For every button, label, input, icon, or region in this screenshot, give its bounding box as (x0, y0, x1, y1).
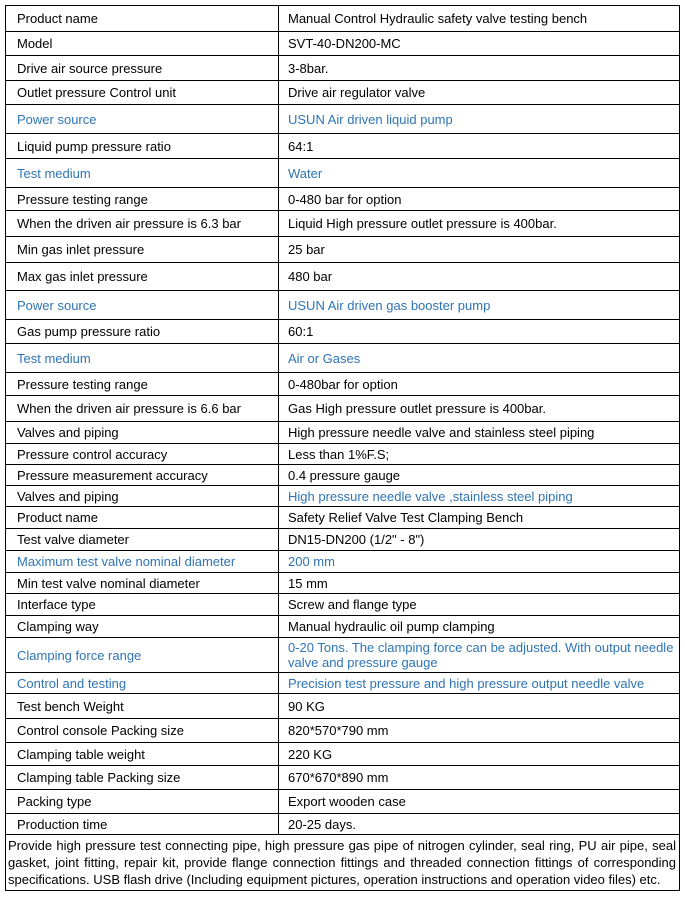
spec-label: Liquid pump pressure ratio (6, 134, 279, 158)
spec-label: Product name (6, 507, 279, 528)
spec-value: High pressure needle valve and stainless steel piping (288, 425, 595, 440)
spec-row (5, 372, 680, 395)
spec-label: Product name (6, 6, 279, 31)
spec-label: Control console Packing size (6, 719, 279, 742)
spec-label: Control and testing (6, 673, 279, 693)
spec-row (5, 343, 680, 372)
spec-label: Production time (6, 814, 279, 834)
spec-label: Interface type (6, 594, 279, 615)
spec-value: 670*670*890 mm (288, 770, 389, 785)
spec-value: DN15-DN200 (1/2" - 8") (288, 532, 425, 547)
spec-value: Precision test pressure and high pressure output needle valve (288, 675, 645, 691)
spec-value: Screw and flange type (288, 597, 417, 612)
spec-row (5, 593, 680, 615)
spec-label: Power source (6, 291, 279, 319)
spec-row (5, 55, 680, 80)
spec-label: Pressure testing range (6, 373, 279, 395)
spec-label: Maximum test valve nominal diameter (6, 551, 279, 572)
spec-row (5, 421, 680, 443)
spec-label: Valves and piping (6, 486, 279, 506)
spec-row (5, 718, 680, 742)
accessories-note: Provide high pressure test connecting pipe, high pressure gas pipe of nitrogen cylinder, seal ring, PU air pipe, seal gasket, joint fitting, repair kit, provide flange connection fittings and threaded connection fittings of corresponding specifications. USB flash drive (Including equipment pictures, operation instructions and operation video files) etc. (5, 835, 680, 891)
spec-row (5, 742, 680, 765)
spec-label: Drive air source pressure (6, 56, 279, 80)
spec-label: Max gas inlet pressure (6, 263, 279, 290)
spec-row (5, 319, 680, 343)
spec-value: 820*570*790 mm (288, 723, 389, 738)
spec-row (5, 693, 680, 718)
spec-label: Model (6, 32, 279, 55)
spec-value: 0-480bar for option (288, 376, 398, 392)
spec-row (5, 104, 680, 133)
spec-row (5, 187, 680, 210)
spec-label: Pressure testing range (6, 188, 279, 210)
spec-label: Test bench Weight (6, 694, 279, 718)
spec-value: 64:1 (288, 138, 314, 154)
spec-row (5, 813, 680, 835)
spec-label: Test medium (6, 159, 279, 187)
spec-value: Water (288, 165, 323, 181)
spec-value: USUN Air driven liquid pump (288, 111, 453, 127)
spec-value: Less than 1%F.S; (288, 446, 390, 462)
spec-value: 60:1 (288, 324, 314, 339)
spec-value: Liquid High pressure outlet pressure is 400bar. (288, 216, 557, 231)
spec-row (5, 485, 680, 506)
spec-label: Pressure control accuracy (6, 444, 279, 464)
spec-value: 20-25 days. (288, 816, 356, 832)
spec-row (5, 506, 680, 528)
spec-row (5, 572, 680, 593)
spec-value: 90 KG (288, 698, 325, 714)
spec-value: 0-480 bar for option (288, 191, 402, 207)
spec-value: Safety Relief Valve Test Clamping Bench (288, 510, 524, 525)
spec-row (5, 395, 680, 421)
spec-value: Export wooden case (288, 794, 406, 809)
spec-label: Clamping table weight (6, 743, 279, 765)
spec-label: Min gas inlet pressure (6, 237, 279, 262)
spec-value: High pressure needle valve ,stainless steel piping (288, 488, 573, 504)
spec-row (5, 637, 680, 672)
spec-table (5, 5, 680, 891)
spec-label: Pressure measurement accuracy (6, 465, 279, 485)
spec-row (5, 789, 680, 813)
spec-value: 220 KG (288, 746, 333, 762)
spec-value: 15 mm (288, 575, 328, 591)
spec-value: Drive air regulator valve (288, 85, 426, 100)
spec-value: USUN Air driven gas booster pump (288, 297, 491, 313)
spec-value: 0.4 pressure gauge (288, 467, 401, 483)
spec-value: Gas High pressure outlet pressure is 400bar. (288, 401, 546, 416)
spec-row (5, 528, 680, 550)
spec-row (5, 158, 680, 187)
spec-row (5, 765, 680, 789)
spec-value: 480 bar (288, 269, 333, 284)
spec-label: When the driven air pressure is 6.3 bar (6, 211, 279, 236)
spec-row (5, 236, 680, 262)
spec-label: Clamping force range (6, 638, 279, 672)
spec-label: Packing type (6, 790, 279, 813)
spec-label: Test valve diameter (6, 529, 279, 550)
spec-label: Clamping table Packing size (6, 766, 279, 789)
spec-row (5, 133, 680, 158)
spec-row (5, 672, 680, 693)
spec-row (5, 80, 680, 104)
spec-value: 25 bar (288, 242, 325, 257)
spec-value: 0-20 Tons. The clamping force can be adjusted. With output needle valve and pressure gauge (288, 640, 674, 670)
spec-value: Manual Control Hydraulic safety valve testing bench (288, 11, 588, 26)
spec-label: Min test valve nominal diameter (6, 573, 279, 593)
spec-row (5, 5, 680, 31)
spec-row (5, 290, 680, 319)
spec-value: Air or Gases (288, 350, 361, 366)
spec-value: 3-8bar. (288, 60, 329, 76)
spec-row (5, 443, 680, 464)
spec-value: SVT-40-DN200-MC (288, 36, 401, 51)
spec-label: Gas pump pressure ratio (6, 320, 279, 343)
spec-label: Outlet pressure Control unit (6, 81, 279, 104)
spec-value: Manual hydraulic oil pump clamping (288, 619, 495, 634)
spec-label: Test medium (6, 344, 279, 372)
spec-value: 200 mm (288, 554, 335, 569)
spec-row (5, 615, 680, 637)
spec-row (5, 210, 680, 236)
spec-rows (5, 5, 680, 835)
spec-row (5, 31, 680, 55)
spec-row (5, 262, 680, 290)
spec-label: Clamping way (6, 616, 279, 637)
spec-label: Power source (6, 105, 279, 133)
spec-label: Valves and piping (6, 422, 279, 443)
spec-row (5, 464, 680, 485)
spec-row (5, 550, 680, 572)
spec-label: When the driven air pressure is 6.6 bar (6, 396, 279, 421)
